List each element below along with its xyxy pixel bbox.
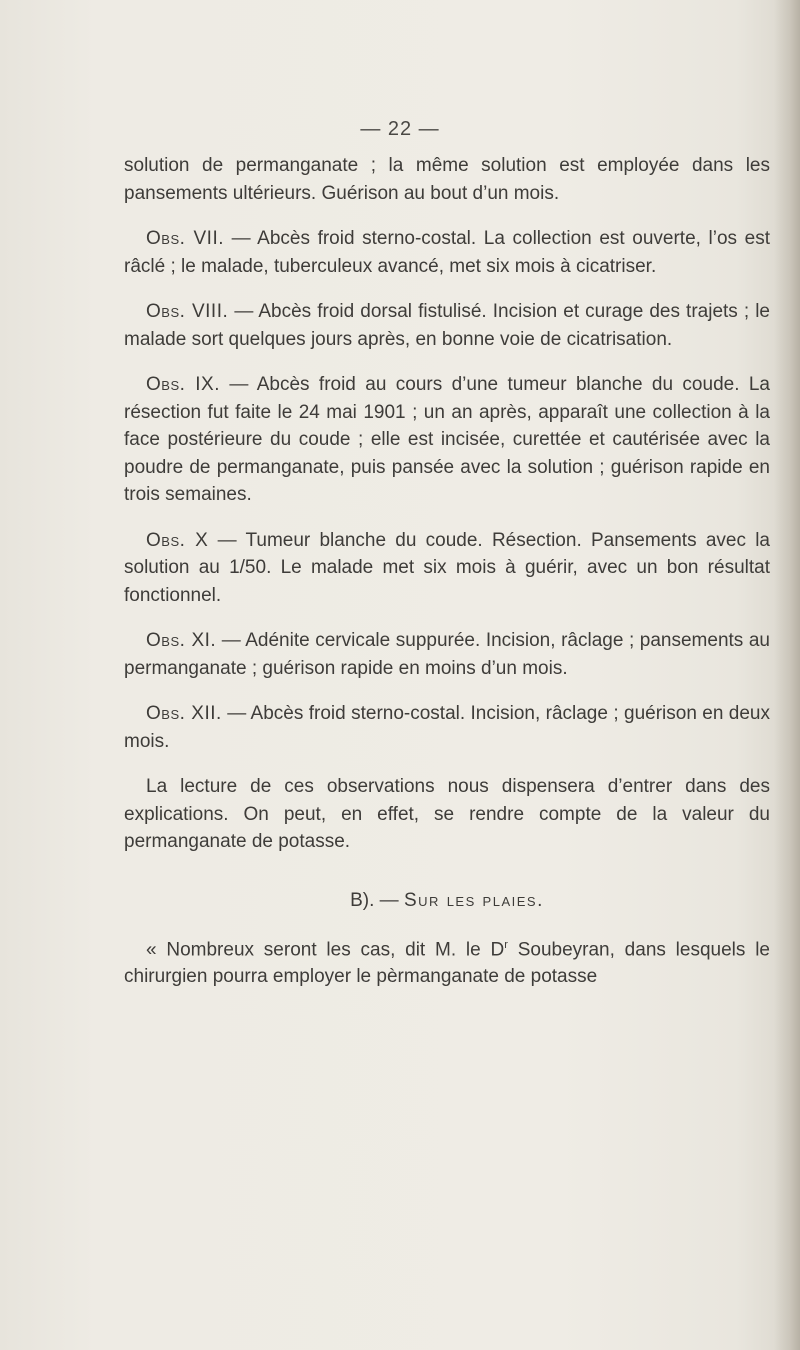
paragraph-obs-xii — [124, 700, 770, 755]
paragraph-quote — [124, 932, 770, 991]
paragraph-obs-viii — [124, 298, 770, 353]
paragraph-text: — Adénite cervicale suppurée. Incision, râclage ; pansements au permanganate ; guérison rapide en moins d’un mois. — [124, 630, 770, 679]
observation-label: Obs. XI. — [146, 630, 217, 651]
quote-text-end: Soubeyran, dans lesquels le chirurgien pourra employer le pèrmanganate de potasse — [124, 938, 770, 988]
section-heading — [124, 890, 770, 912]
paragraph-text: — Tumeur blanche du coude. Résection. Pansements avec la solution au 1/50. Le malade met six mois à guérir, avec un bon résultat fonctionnel. — [124, 529, 770, 606]
paragraph-conclusion — [124, 773, 770, 856]
paragraph-text: — Abcès froid dorsal fistulisé. Incision et curage des trajets ; le malade sort quelques jours après, en bonne voie de cicatrisation. — [124, 301, 770, 350]
paragraph-text: La lecture de ces observations nous dispensera d’entrer dans des explications. On peut, en effet, se rendre compte de la valeur du permanganate de potasse. — [124, 776, 770, 852]
section-marker: B). — — [350, 889, 404, 911]
observation-label: Obs. X — [146, 529, 209, 551]
page-number: — 22 — — [360, 118, 440, 140]
paragraph-obs-ix — [124, 371, 770, 509]
paragraph-obs-xi — [124, 627, 770, 682]
observation-label: Obs. IX. — [146, 374, 221, 395]
observation-label: Obs. VIII. — [146, 301, 229, 322]
paragraph-text: — Abcès froid sterno-costal. Incision, râclage ; guérison en deux mois. — [124, 703, 771, 752]
paragraph-text: — Abcès froid au cours d’une tumeur blanche du coude. La résection fut faite le 24 mai 1901 ; un an après, apparaît une collection à la face postérieure du coude ; elle est incisée, curettée et cautérisée avec la poudre de permanganate, puis pansée avec la solution ; guérison rapide en trois semaines. — [124, 374, 770, 505]
quote-superscript: r — [504, 938, 508, 951]
page-edge-shadow — [774, 0, 800, 1350]
paragraph-continuation — [124, 152, 770, 207]
quote-text-start: « Nombreux seront les cas, dit M. le D — [146, 938, 505, 960]
paragraph-obs-vii — [124, 225, 770, 280]
paragraph-text: — Abcès froid sterno-costal. La collection est ouverte, l’os est râclé ; le malade, tuberculeux avancé, met six mois à cicatriser. — [124, 228, 770, 277]
observation-label: Obs. VII. — [146, 228, 225, 249]
paragraph-text: solution de permanganate ; la même solution est employée dans les pansements ultérieurs. Guérison au bout d’un mois. — [124, 155, 770, 204]
observation-label: Obs. XII. — [146, 703, 222, 724]
paragraph-obs-x — [124, 527, 770, 610]
body-text — [124, 152, 770, 991]
section-title: Sur les plaies. — [403, 889, 544, 911]
